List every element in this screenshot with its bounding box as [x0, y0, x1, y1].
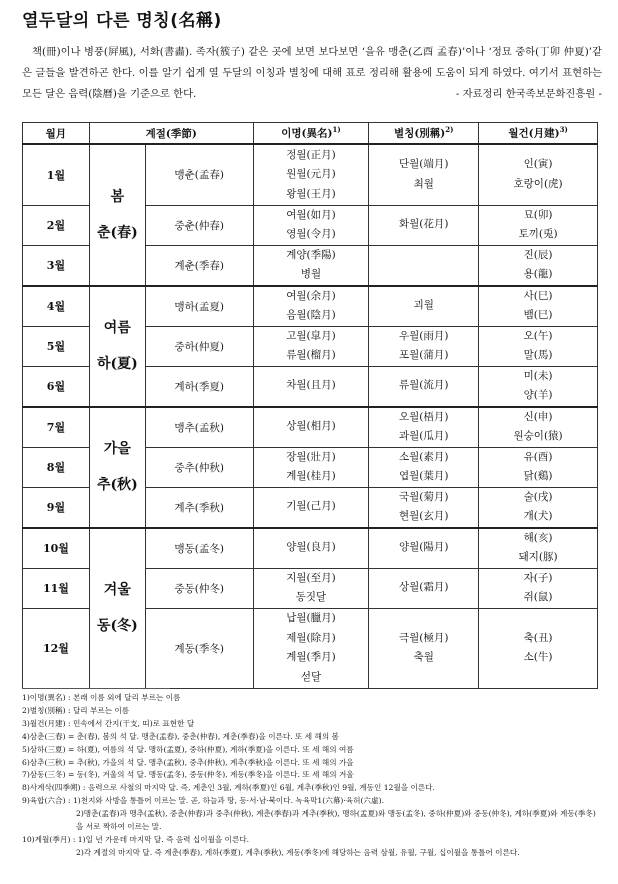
- footnote: 6)삼추(三秋) = 추(秋), 가을의 석 달. 맹추(孟秋), 중추(仲秋), 계추(季秋)을 이른다. 또 세 해의 가을: [22, 757, 354, 767]
- season-term-cell: 맹동(孟冬): [145, 528, 253, 569]
- wolgeon-cell: 진(辰) 용(龍): [479, 245, 598, 286]
- wolgeon-cell: 술(戌) 개(犬): [479, 487, 598, 528]
- season-term-cell: 계춘(季春): [145, 245, 253, 286]
- month-cell: 3월: [23, 245, 90, 286]
- footnote: 3)월건(月建) : 민속에서 간지(干支, 띠)로 표현한 달: [22, 718, 195, 728]
- source-credit: - 자료정리 한국족보문화진흥원 -: [455, 88, 602, 100]
- alias-cell: 장월(壯月) 계월(桂月): [253, 447, 369, 487]
- header-season: 계절(季節): [89, 123, 253, 145]
- nickname-cell: 오월(梧月) 과월(瓜月): [369, 407, 479, 448]
- alias-cell: 양월(良月): [253, 528, 369, 569]
- month-cell: 5월: [23, 326, 90, 366]
- table-row: [23, 528, 598, 569]
- header-wolgeon: 월건(月建)$^{3)}$: [479, 123, 598, 145]
- wolgeon-cell: 미(未) 양(羊): [479, 366, 598, 407]
- alias-cell: 차월(且月): [253, 366, 369, 407]
- alias-cell: 지월(至月) 동짓달: [253, 568, 369, 608]
- month-cell: 2월: [23, 205, 90, 245]
- alias-cell: 기월(己月): [253, 487, 369, 528]
- wolgeon-cell: 사(巳) 뱀(巳): [479, 286, 598, 327]
- alias-cell: 여월(余月) 음월(陰月): [253, 286, 369, 327]
- month-cell: 4월: [23, 286, 90, 327]
- footnote: 5)삼하(三夏) = 하(夏), 여름의 석 달. 맹하(孟夏), 중하(仲夏), 계하(季夏)을 이른다. 또 세 해의 여름: [22, 744, 354, 754]
- footnote: 2)각 계절의 마지막 달. 즉 계춘(季春), 계하(季夏), 계추(季秋), 계동(季冬)에 해당하는 음력 삼월, 유월, 구월, 십이월을 통틀어 이른다.: [76, 847, 520, 857]
- nickname-cell: 상월(霜月): [369, 568, 479, 608]
- alias-cell: 고월(皐月) 류월(榴月): [253, 326, 369, 366]
- alias-cell: 정월(正月) 원월(元月) 왕월(王月): [253, 144, 369, 205]
- season-term-cell: 계하(季夏): [145, 366, 253, 407]
- alias-cell: 상월(相月): [253, 407, 369, 448]
- season-term-cell: 계추(季秋): [145, 487, 253, 528]
- table-header-row: [23, 123, 598, 145]
- nickname-cell: 화월(花月): [369, 205, 479, 245]
- nickname-cell: [369, 245, 479, 286]
- footnote: 4)삼춘(三春) = 춘(春), 봄의 석 달. 맹춘(孟春), 중춘(仲春), 계춘(季春)을 이른다. 또 세 해의 봄: [22, 731, 339, 741]
- wolgeon-cell: 해(亥) 돼지(豚): [479, 528, 598, 569]
- table-row: [23, 407, 598, 448]
- wolgeon-cell: 인(寅) 호랑이(虎): [479, 144, 598, 205]
- month-cell: 6월: [23, 366, 90, 407]
- season-term-cell: 계동(季冬): [145, 608, 253, 688]
- intro-paragraph: [22, 42, 602, 105]
- month-cell: 12월: [23, 608, 90, 688]
- season-cell-summer: 여름 하(夏): [89, 286, 145, 407]
- month-cell: 11월: [23, 568, 90, 608]
- season-term-cell: 맹춘(孟春): [145, 144, 253, 205]
- header-nickname: 별칭(別稱)$^{2)}$: [369, 123, 479, 145]
- nickname-cell: 류월(流月): [369, 366, 479, 407]
- footnotes: [22, 688, 598, 860]
- season-term-cell: 맹추(孟秋): [145, 407, 253, 448]
- footnote: 9)육합(六合) : 1)천지와 사방을 통틀어 이르는 말. 곧, 하늘과 땅, 동·서·남·북이다. 녹육막1(六幕)·육허(六虛).: [22, 796, 384, 806]
- header-month: 월月: [23, 123, 90, 145]
- table-row: [23, 286, 598, 327]
- season-cell-autumn: 가을 추(秋): [89, 407, 145, 528]
- season-term-cell: 중추(仲秋): [145, 447, 253, 487]
- footnote: 10)계월(季月) : 1)일 년 가운데 마지막 달. 즉 음력 십이월을 이른다.: [22, 834, 250, 844]
- alias-cell: 납월(臘月) 제월(除月) 계월(季月) 섣달: [253, 608, 369, 688]
- season-term-cell: 중동(仲冬): [145, 568, 253, 608]
- wolgeon-cell: 유(酉) 닭(鷄): [479, 447, 598, 487]
- nickname-cell: 극월(極月) 축월: [369, 608, 479, 688]
- footnote: 7)삼동(三冬) = 동(冬), 겨울의 석 달. 맹동(孟冬), 중동(仲冬), 계동(季冬)을 이른다. 또 세 해의 겨울: [22, 770, 354, 780]
- footnote: 8)사계삭(四季朔) : 음력으로 사철의 마지막 달. 즉, 계춘인 3월, 계하(季夏)인 6월, 계추(季秋)인 9월, 계동인 12월을 이른다.: [22, 783, 435, 793]
- footnote: 2)맹춘(孟春)과 맹추(孟秋), 중춘(仲春)과 중추(仲秋), 계춘(季春)과 계추(季秋), 맹하(孟夏)와 맹동(孟冬), 중하(仲夏)와 중동(仲冬), 계하(季夏)와 계동(季冬)을 서로 짝하여 이르는 말.: [76, 809, 596, 832]
- wolgeon-cell: 축(丑) 소(牛): [479, 608, 598, 688]
- footnote-divider: [22, 688, 170, 689]
- month-names-table: [22, 122, 598, 689]
- nickname-cell: 우월(雨月) 포월(蒲月): [369, 326, 479, 366]
- alias-cell: 여월(如月) 영월(令月): [253, 205, 369, 245]
- nickname-cell: 괴월: [369, 286, 479, 327]
- alias-cell: 계양(季陽) 병월: [253, 245, 369, 286]
- wolgeon-cell: 신(申) 원숭이(猿): [479, 407, 598, 448]
- season-term-cell: 맹하(孟夏): [145, 286, 253, 327]
- season-term-cell: 중춘(仲春): [145, 205, 253, 245]
- month-cell: 10월: [23, 528, 90, 569]
- header-alias: 이명(異名)$^{1)}$: [253, 123, 369, 145]
- month-cell: 7월: [23, 407, 90, 448]
- table-row: [23, 144, 598, 205]
- nickname-cell: 국월(菊月) 현월(玄月): [369, 487, 479, 528]
- intro-text: 책(冊)이나 병풍(屛風), 서화(書畵). 족자(簇子) 같은 곳에 보면 보다보면 ‘을유 맹춘(乙酉 孟春)’이나 ‘정묘 중하(丁卯 仲夏)’같은 글들을 발견하곤 한다. 이를 알기 쉽게 열 두달의 이칭과 별칭에 대해 표로 정리해 활용에 도움이 되게 하였다. 여기서 표현하는 모든 달은 음력(陰曆)을 기준으로 한다.: [22, 46, 602, 100]
- month-cell: 8월: [23, 447, 90, 487]
- month-cell: 9월: [23, 487, 90, 528]
- month-cell: 1월: [23, 144, 90, 205]
- season-cell-winter: 겨울 동(冬): [89, 528, 145, 689]
- wolgeon-cell: 자(子) 쥐(鼠): [479, 568, 598, 608]
- footnote: 2)별칭(別稱) : 달리 부르는 이름: [22, 705, 130, 715]
- nickname-cell: 소월(素月) 엽월(葉月): [369, 447, 479, 487]
- wolgeon-cell: 묘(卯) 토끼(兎): [479, 205, 598, 245]
- wolgeon-cell: 오(午) 말(馬): [479, 326, 598, 366]
- page-title: 열두달의 다른 명칭(名稱): [22, 11, 222, 31]
- season-cell-spring: 봄 춘(春): [89, 144, 145, 286]
- nickname-cell: 양월(陽月): [369, 528, 479, 569]
- nickname-cell: 단월(端月) 최월: [369, 144, 479, 205]
- footnote: 1)이명(異名) : 본래 이름 외에 달리 부르는 이름: [22, 693, 181, 702]
- season-term-cell: 중하(仲夏): [145, 326, 253, 366]
